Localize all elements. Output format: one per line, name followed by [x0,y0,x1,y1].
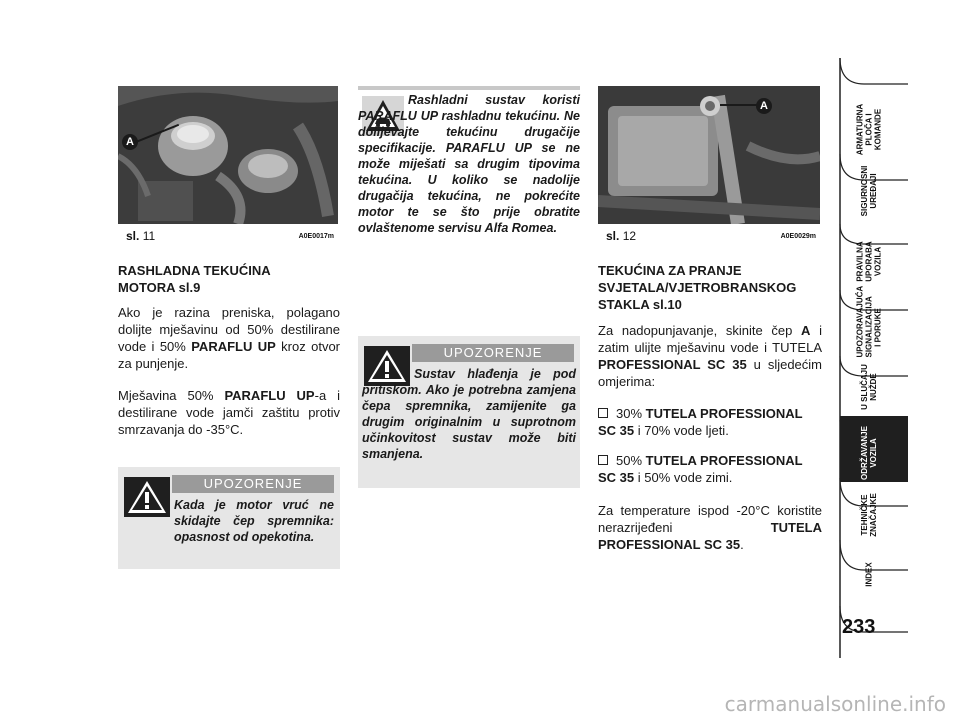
hot-engine-warning-title: UPOZORENJE [172,475,334,493]
figure-12-leader [720,104,758,106]
figure-11-caption: sl. 11 [126,229,156,243]
washer-heading-line2: SVJETALA/VJETROBRANSKOG [598,280,797,295]
engine-bay-illustration [118,86,338,224]
tab-index[interactable] [838,544,900,606]
pressure-warning-title: UPOZORENJE [412,344,574,362]
pressure-warning-text: Sustav hlađenja je pod pritiskom. Ako je potrebna zamjena čepa spremnika, zamijenite ga drugim originalnim u suprotnom učinkovitost sustav može biti smanjena. [362,367,576,461]
washer-paragraph-1: Za nadopunjavanje, skinite čep A i zatim ulijte mješavinu vode i TUTELA PROFESSIONAL SC 35 u sljedećim omjerima: [598,323,822,389]
washer-fluid-heading [598,262,822,313]
figure-12-caption-strip [598,224,820,246]
washer-paragraph-2: Za temperature ispod -20°C koristite nerazrijeđeni TUTELA PROFESSIONAL SC 35. [598,503,822,552]
tab-sigurnosni-uredaji[interactable] [838,156,900,218]
pressure-warning-box [358,336,580,488]
figure-11-caption-strip [118,224,338,246]
hot-engine-warning-text: Kada je motor vruć ne skidajte čep spremnika: opasnost od opekotina. [174,498,334,544]
washer-heading-line3: STAKLA sl.10 [598,297,682,312]
tab-label: TEHNIČKE ZNAČAJKE [860,493,878,537]
watermark: carmanualsonline.info [724,692,946,716]
tab-label: UPOZORAVAJUĆA SIGNALIZACIJA I PORUKE [855,285,883,358]
tab-armaturna-ploca[interactable] [838,90,900,156]
figure-12-photo [598,86,820,246]
figure-11-marker: A [122,134,138,150]
coolant-heading-line2: MOTORA sl.9 [118,280,201,295]
figure-11-code: A0E0017m [298,233,334,240]
tab-label: PRAVILNA UPORABA VOZILA [855,241,883,282]
figure-12-marker: A [756,98,772,114]
coolant-paragraph-1: Ako je razina preniska, polagano dolijte mješavinu od 50% destilirane vode i 50% PARAFLU UP kroz otvor za punjenje. [118,305,341,371]
checkbox-square-icon [598,455,608,465]
tab-label: SIGURNOSNI UREĐAJI [860,165,878,217]
figure-12-code: A0E0029m [780,233,816,240]
tab-pravilna-uporaba[interactable] [838,222,900,284]
washer-reservoir-illustration [598,86,820,224]
washer-heading-line1: TEKUĆINA ZA PRANJE [598,263,742,278]
figure-11-photo [118,86,338,246]
washer-bullet-winter: 50% TUTELA PROFESSIONAL SC 35 i 50% vode zimi. [598,453,803,485]
figure-12-caption: sl. 12 [606,229,637,243]
chapter-tabs [838,58,960,658]
tab-label: INDEX [864,562,874,587]
tab-tehnicke-znacajke[interactable] [838,480,900,542]
hot-engine-warning-box [118,467,340,569]
checkbox-square-icon [598,408,608,418]
tab-label: ODRŽAVANJE VOZILA [860,426,878,480]
tab-upozoravajuca-signalizacija[interactable] [838,285,900,358]
coolant-spec-note-text: Rashladni sustav koristi PARAFLU UP rashladnu tekućinu. Ne dolijevajte tekućinu drugačije specifikacije. PARAFLU UP se ne može miješati sa drugim tipovima tekućina. U koliko se nadolije drugačija tekućina, ne pokrećite motor te se što prije obratite ovlaštenome servisu Alfa Romea. [358,93,580,235]
coolant-heading [118,262,340,296]
coolant-heading-line1: RASHLADNA TEKUĆINA [118,263,271,278]
note-top-rule [358,86,580,90]
tab-odrzavanje-vozila[interactable] [838,418,900,480]
page-number: 233 [842,616,876,638]
tab-label: U SLUČAJU NUŽDE [860,364,878,410]
coolant-paragraph-2: Mješavina 50% PARAFLU UP-a i destilirane vode jamči zaštitu protiv smrzavanja do -35°C. [118,388,341,437]
coolant-spec-note-box [358,86,580,256]
warning-triangle-icon [124,477,170,517]
tab-u-slucaju-nuzde[interactable] [838,352,900,414]
tab-label: ARMATURNA PLOČA I KOMANDE [855,103,883,156]
washer-bullet-summer: 30% TUTELA PROFESSIONAL SC 35 i 70% vode ljeti. [598,406,803,438]
